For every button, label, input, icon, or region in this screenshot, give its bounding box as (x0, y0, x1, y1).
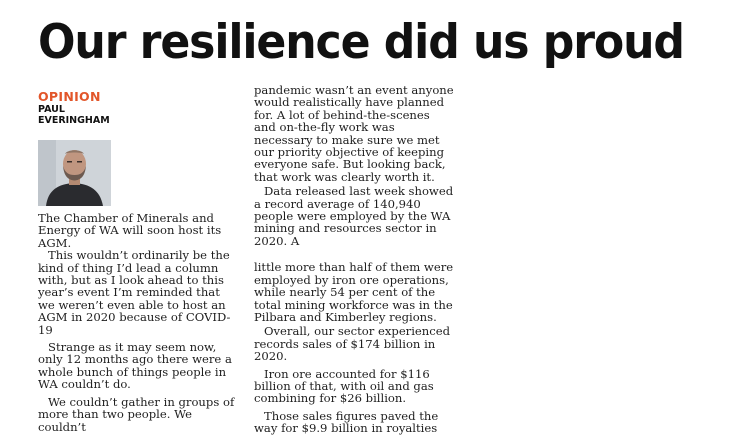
paragraph: We couldn’t gather in groups of more than two people. We couldn’t (38, 394, 235, 434)
paragraph: little more than half of them were employed by iron ore operations, while nearly 54 per cent of the total mining workforce was in the Pilbara and Kimberley regions. (254, 260, 454, 324)
article-column-1 (38, 212, 238, 433)
paragraph: Those sales figures paved the way for $9.9 billion in royalties (254, 408, 439, 435)
author-first-name: PAUL (38, 104, 65, 115)
paragraph: The Chamber of Minerals and Energy of WA will soon host its AGM. (38, 211, 222, 250)
article-column-2 (254, 84, 454, 435)
headline: Our resilience did us proud (38, 15, 684, 70)
paragraph: Iron ore accounted for $116 billion of that, with oil and gas combining for $26 billion. (254, 366, 434, 406)
author-portrait-image (38, 140, 111, 206)
byline (38, 90, 110, 126)
section-label: OPINION (38, 89, 101, 104)
author-photo (38, 140, 111, 206)
paragraph: Data released last week showed a record average of 140,940 people were employed by the WA mining and resources sector in 2020. A (254, 184, 454, 248)
author-last-name: EVERINGHAM (38, 115, 110, 126)
paragraph: Overall, our sector experienced records sales of $174 billion in 2020. (254, 324, 451, 364)
paragraph: Strange as it may seem now, only 12 months ago there were a whole bunch of things people in WA couldn’t do. (38, 340, 232, 392)
paragraph: pandemic wasn’t an event anyone would realistically have planned for. A lot of behind-the-scenes and on-the-fly work was necessary to make sure we met our priority objective of keeping everyone safe. But looking back, that work was clearly worth it. (254, 83, 454, 184)
paragraph: This wouldn’t ordinarily be the kind of thing I’d lead a column with, but as I look ahead to this year’s event I’m reminded that we weren’t even able to host an AGM in 2020 because of COVID-19 (38, 248, 231, 337)
